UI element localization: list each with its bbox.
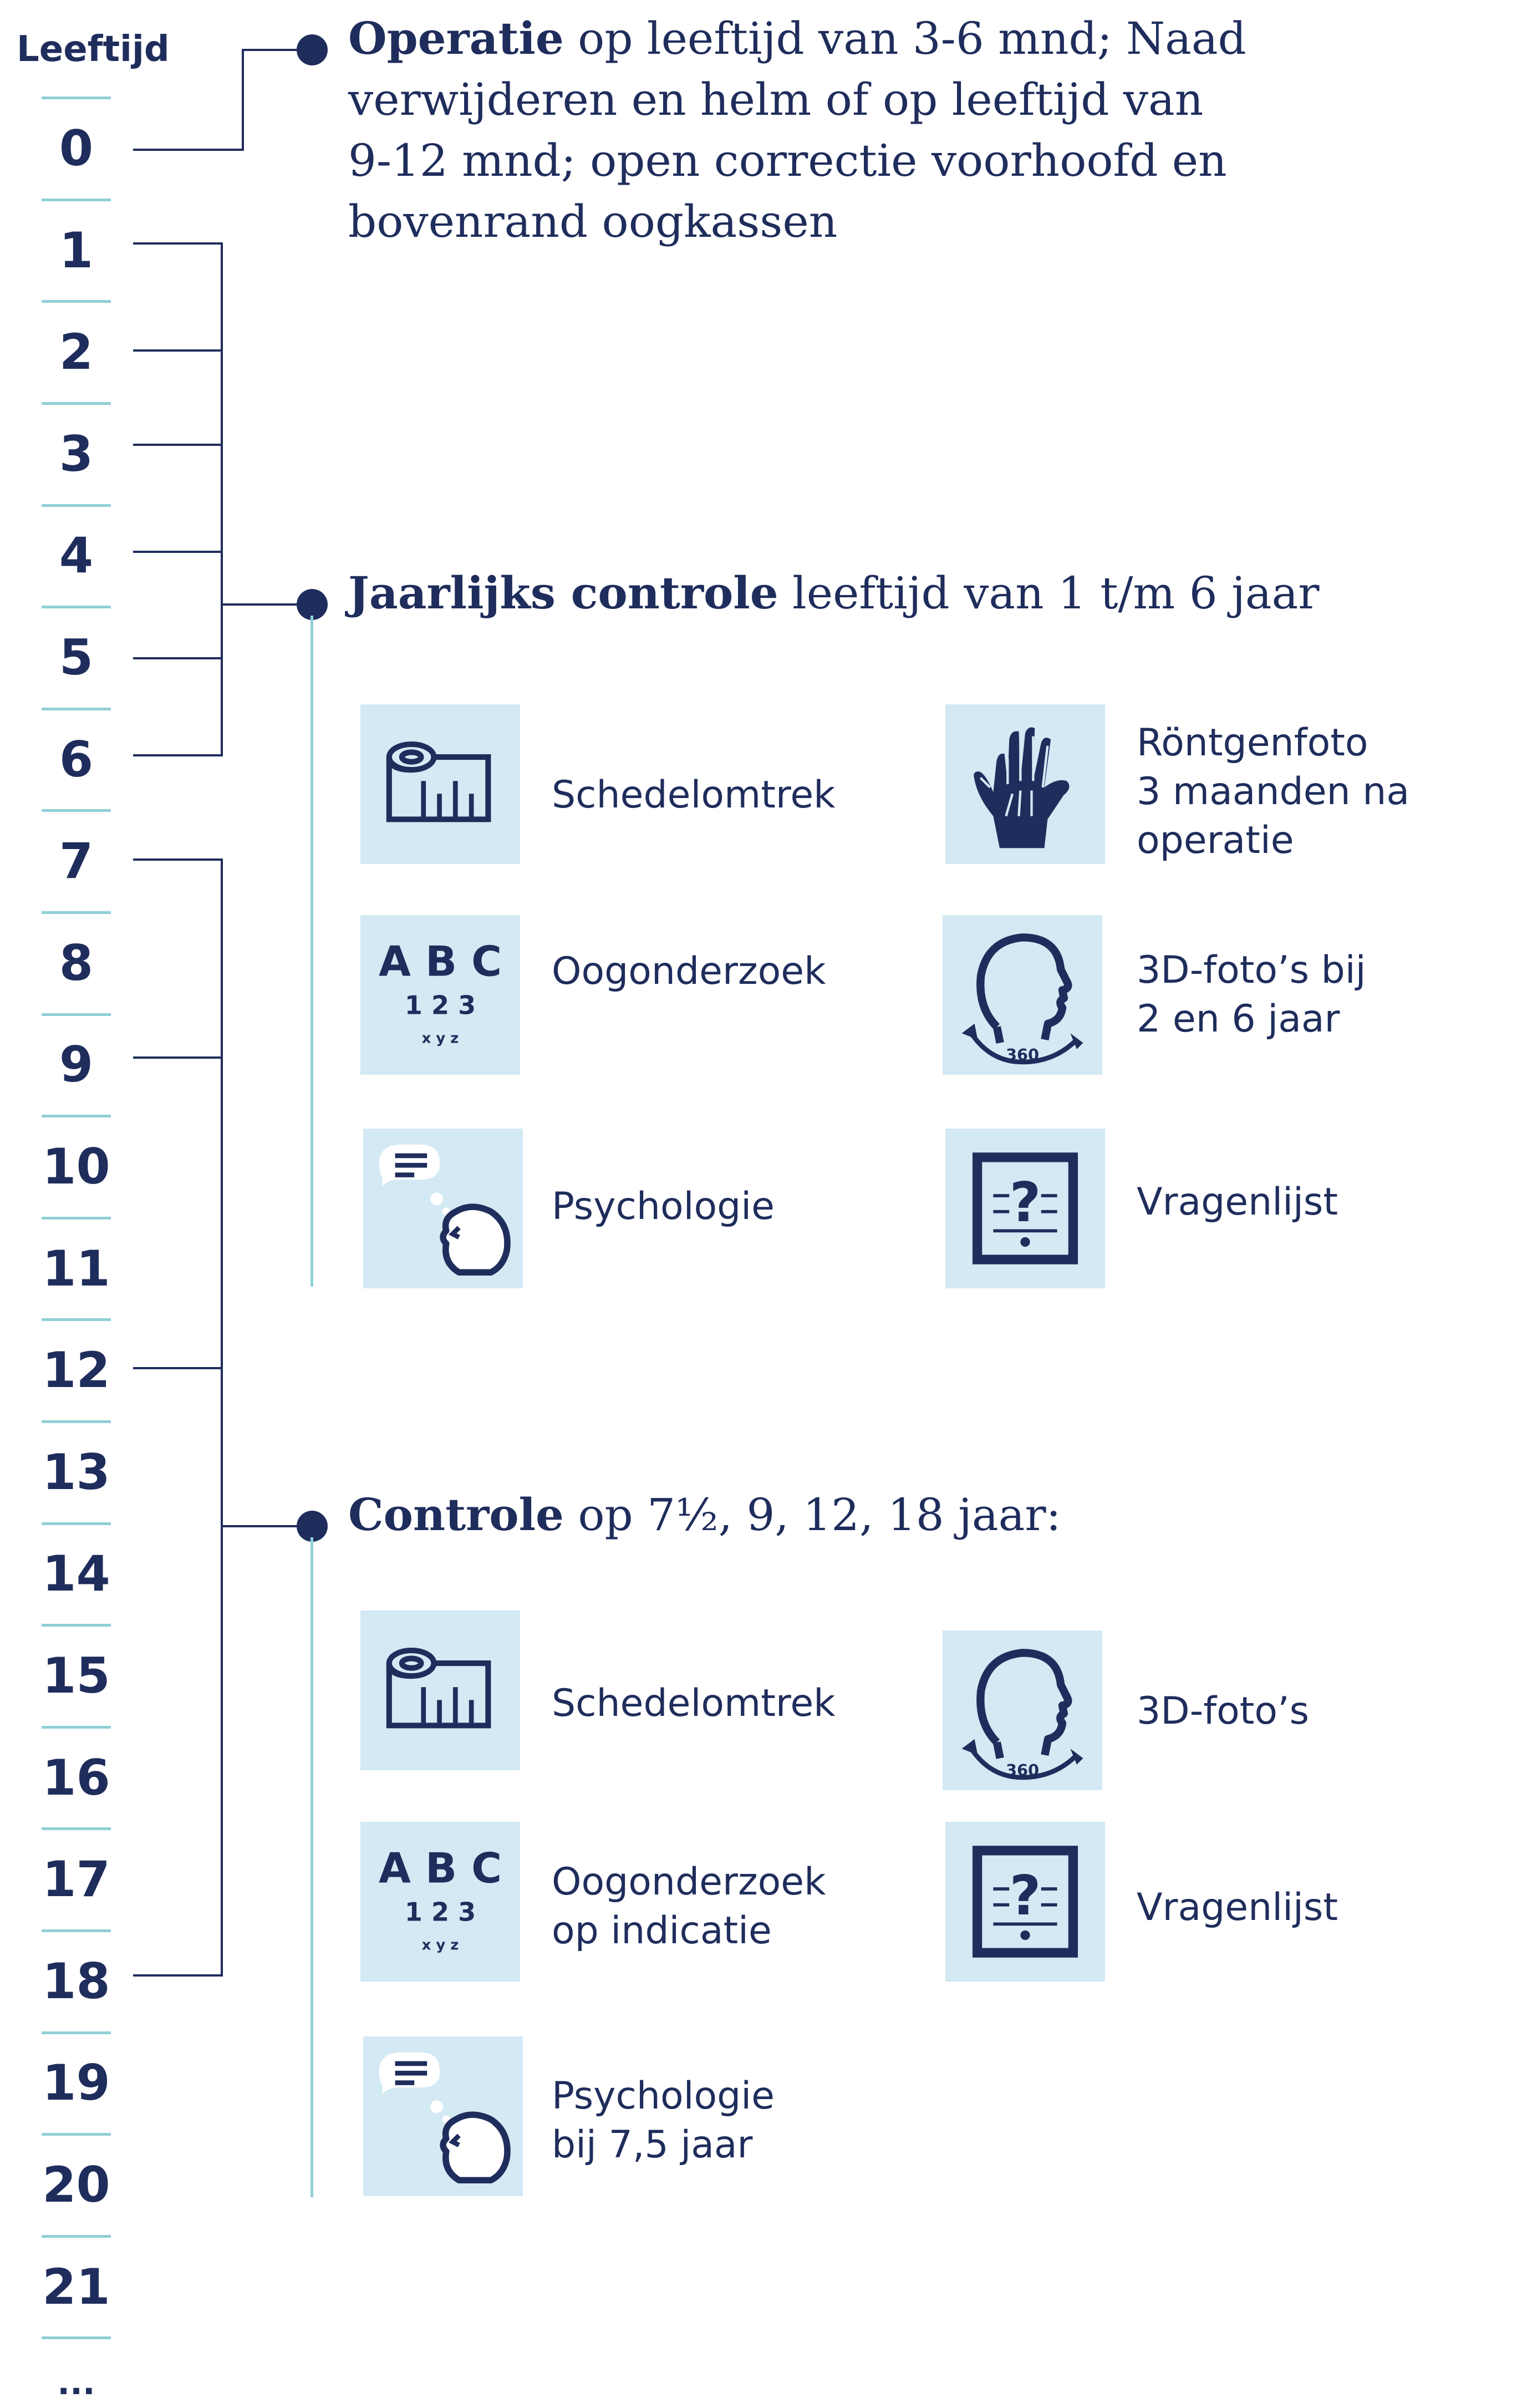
age-divider (42, 809, 111, 812)
eye-chart-abc: A B C (378, 1843, 502, 1893)
age-divider (42, 1522, 111, 1525)
eye-chart-xyz: x y z (421, 1937, 459, 1954)
operation-line2: verwijderen en helm of op leeftijd van (348, 74, 1204, 125)
age-divider (42, 1726, 111, 1729)
age-divider (42, 1115, 111, 1117)
eye-chart-icon (360, 1822, 520, 1982)
questionnaire-icon (945, 1822, 1105, 1982)
later-rest: op 7½, 9, 12, 18 jaar: (563, 1489, 1061, 1541)
age-divider (42, 300, 111, 303)
age-label: 18 (42, 1952, 110, 2010)
eye-chart-abc: A B C (378, 937, 502, 986)
yearly-rest: leeftijd van 1 t/m 6 jaar (778, 567, 1320, 619)
age-divider (42, 1827, 111, 1830)
later-heading (348, 1484, 1061, 1546)
eye-chart-icon (360, 915, 520, 1075)
age-divider (42, 402, 111, 405)
tape-measure-icon (360, 704, 520, 864)
age-divider (42, 199, 111, 201)
head-360-label: 360 (1005, 1761, 1040, 1780)
line-later (310, 1537, 313, 2197)
thought-head-icon (363, 1129, 523, 1288)
age-label: 19 (42, 2054, 110, 2112)
age-divider (42, 911, 111, 914)
age-label: 7 (59, 832, 94, 890)
age-label: 15 (42, 1647, 110, 1704)
age-divider (42, 2336, 111, 2339)
age-divider (42, 504, 111, 507)
age-label: 9 (59, 1036, 94, 1094)
age-label: 12 (42, 1342, 110, 1399)
item-label: Röntgenfoto 3 maanden na operatie (1137, 721, 1410, 862)
age-label: 21 (42, 2258, 110, 2315)
age-divider (42, 606, 111, 608)
age-label: 8 (59, 934, 94, 992)
head-360-label: 360 (1005, 1045, 1040, 1065)
operation-line1: op leeftijd van 3-6 mnd; Naad (563, 13, 1246, 64)
questionnaire-q: ? (1009, 1865, 1041, 1928)
age-label: 14 (42, 1545, 110, 1603)
age-divider (42, 2235, 111, 2238)
yearly-bold: Jaarlijks controle (348, 567, 778, 619)
line-yearly (310, 616, 313, 1287)
later-bold: Controle (348, 1489, 564, 1541)
age-divider (42, 1929, 111, 1932)
age-divider (42, 1318, 111, 1321)
operation-bold: Operatie (348, 12, 564, 64)
age-label: 4 (59, 527, 94, 585)
operation-line3: 9-12 mnd; open correctie voorhoofd en (348, 135, 1227, 186)
item-label: 3D-foto’s (1137, 1689, 1310, 1733)
item-label: Vragenlijst (1137, 1180, 1338, 1224)
thought-head-icon (363, 2036, 523, 2196)
age-divider (42, 1624, 111, 1627)
age-label: 3 (59, 425, 94, 482)
item-label: Vragenlijst (1137, 1886, 1338, 1929)
age-label: 2 (59, 323, 94, 381)
age-divider (42, 1013, 111, 1016)
eye-chart-nums: 1 2 3 (404, 990, 476, 1020)
item-label: Oogonderzoek (552, 949, 826, 993)
age-divider (42, 1420, 111, 1423)
age-divider (42, 708, 111, 710)
item-label: Psychologie (552, 1185, 775, 1228)
yearly-heading (348, 562, 1320, 624)
age-label: 16 (42, 1749, 110, 1806)
age-label: 13 (42, 1443, 110, 1501)
item-label: Psychologie bij 7,5 jaar (552, 2074, 775, 2167)
age-label: 20 (42, 2156, 110, 2213)
operation-text (348, 8, 1246, 252)
age-divider (42, 96, 111, 99)
age-label: 11 (42, 1239, 110, 1297)
head-360-icon (943, 915, 1102, 1075)
head-360-icon (943, 1630, 1102, 1790)
eye-chart-nums: 1 2 3 (404, 1897, 476, 1927)
item-label: 3D-foto’s bij 2 en 6 jaar (1137, 948, 1366, 1041)
eye-chart-xyz: x y z (421, 1030, 459, 1047)
operation-line4: bovenrand oogkassen (348, 196, 838, 247)
age-label: 0 (59, 120, 94, 177)
age-ellipsis: ... (57, 2364, 95, 2403)
age-divider (42, 2031, 111, 2034)
xray-hand-icon (945, 704, 1105, 864)
item-label: Schedelomtrek (552, 773, 836, 817)
age-axis-title: Leeftijd (17, 29, 170, 70)
questionnaire-q: ? (1009, 1171, 1041, 1235)
age-label: 5 (59, 629, 94, 686)
age-label: 1 (59, 221, 94, 279)
age-label: 6 (59, 730, 94, 788)
age-divider (42, 1217, 111, 1220)
age-label: 10 (42, 1138, 110, 1195)
item-label: Schedelomtrek (552, 1681, 836, 1725)
age-divider (42, 2133, 111, 2136)
dot-operation (297, 34, 328, 65)
item-label: Oogonderzoek op indicatie (552, 1860, 826, 1953)
questionnaire-icon (945, 1129, 1105, 1288)
tape-measure-icon (360, 1611, 520, 1770)
age-label: 17 (42, 1851, 110, 1908)
